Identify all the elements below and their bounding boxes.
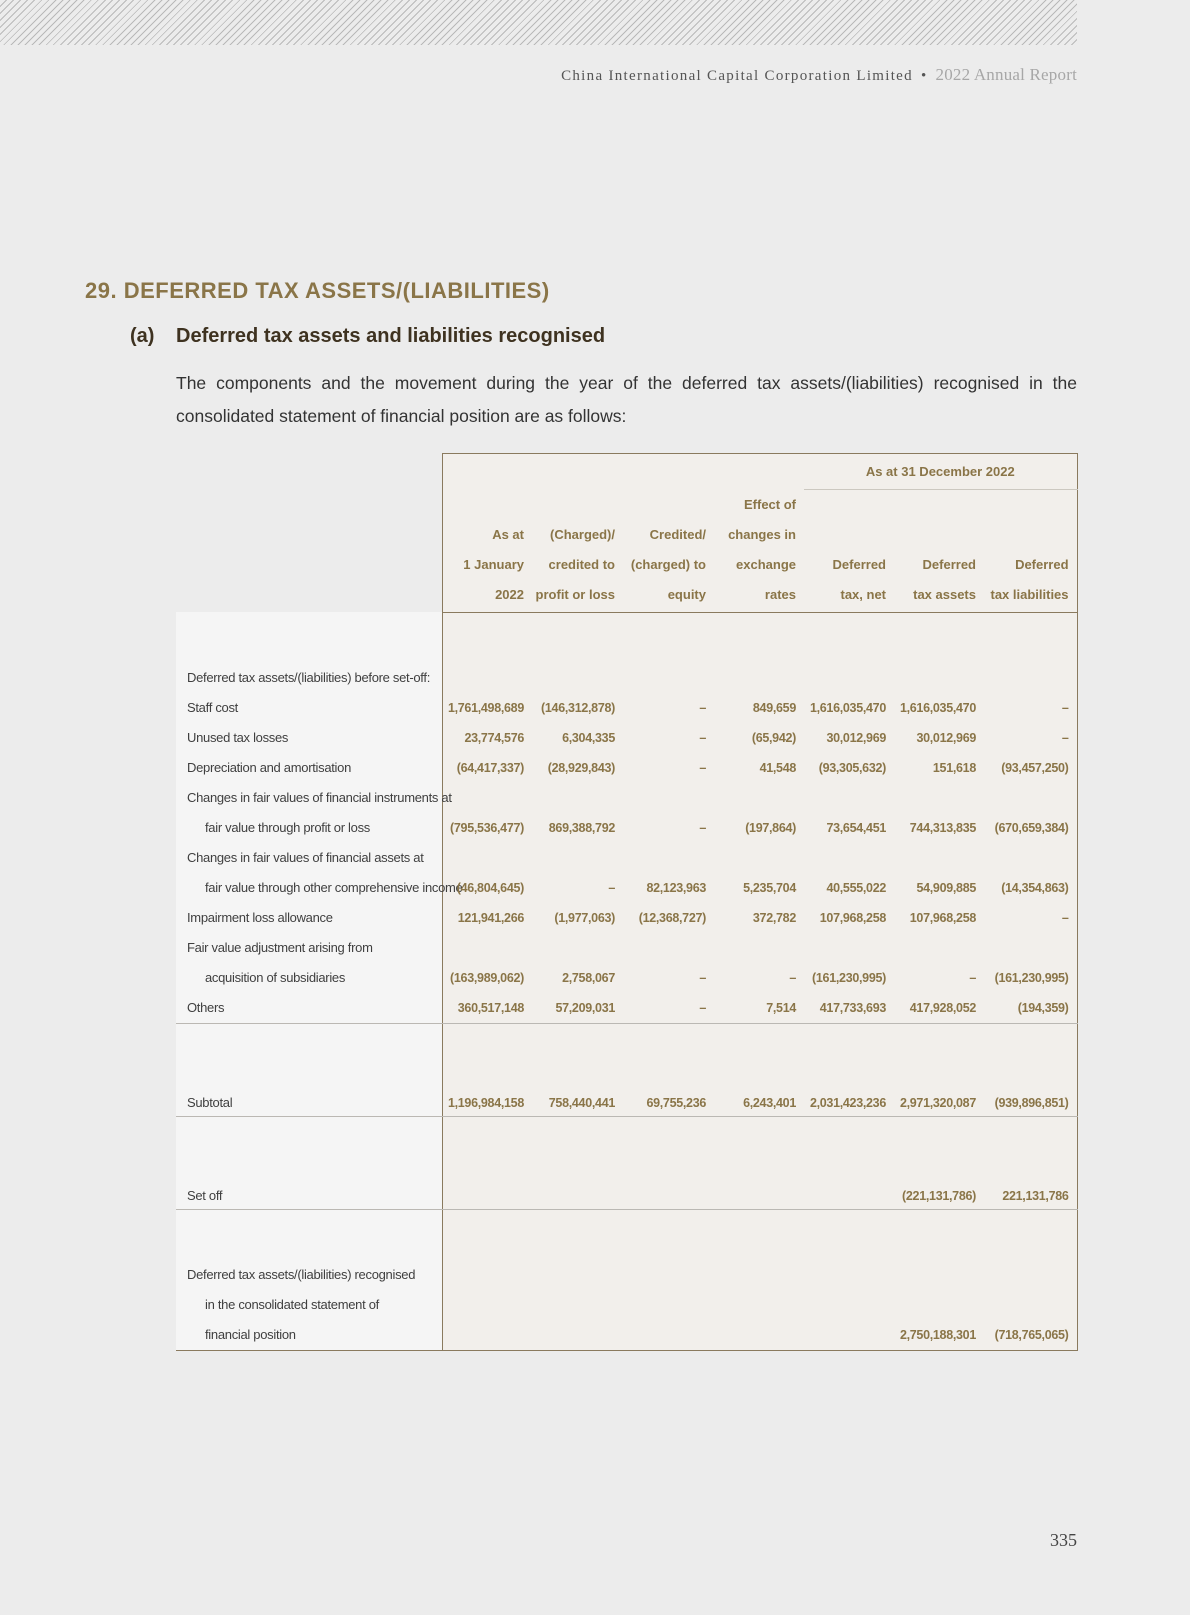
table-cell: 30,012,969 — [804, 723, 894, 753]
column-header: Credited/ (charged) to equity — [623, 490, 714, 613]
table-cell: 73,654,451 — [804, 813, 894, 843]
table-cell — [442, 1167, 532, 1210]
row-label: Unused tax losses — [176, 723, 442, 753]
table-cell: – — [714, 963, 804, 993]
table-cell: 6,243,401 — [714, 1074, 804, 1117]
table-row — [176, 723, 1077, 753]
table-cell: 2,971,320,087 — [894, 1074, 984, 1117]
table-row — [176, 813, 1077, 843]
table-cell: 6,304,335 — [532, 723, 623, 753]
table-cell: – — [623, 723, 714, 753]
table-cell: 30,012,969 — [894, 723, 984, 753]
table-cell: 360,517,148 — [442, 993, 532, 1024]
table-cell: 54,909,885 — [894, 873, 984, 903]
row-label: Depreciation and amortisation — [176, 753, 442, 783]
table-cell: 221,131,786 — [984, 1167, 1077, 1210]
section-heading — [85, 278, 550, 304]
table-cell: (197,864) — [714, 813, 804, 843]
column-header: Effect of changes in exchange rates — [714, 490, 804, 613]
table-cell: (14,354,863) — [984, 873, 1077, 903]
table-cell: 151,618 — [894, 753, 984, 783]
table-cell: (161,230,995) — [984, 963, 1077, 993]
recognised-label: financial position — [176, 1320, 442, 1351]
table-cell: 2,031,423,236 — [804, 1074, 894, 1117]
table-cell: 417,733,693 — [804, 993, 894, 1024]
section-title: DEFERRED TAX ASSETS/(LIABILITIES) — [123, 278, 550, 303]
intro-paragraph: The components and the movement during the year of the deferred tax assets/(liabilities) recognised in the consolidated statement of financial position are as follows: — [176, 373, 1077, 426]
table-row — [176, 753, 1077, 783]
table-cell: (93,305,632) — [804, 753, 894, 783]
table-cell: (65,942) — [714, 723, 804, 753]
running-header — [561, 65, 1077, 85]
table-cell: 107,968,258 — [804, 903, 894, 933]
setoff-row — [176, 1167, 1077, 1210]
table-cell — [623, 1320, 714, 1351]
row-label: Impairment loss allowance — [176, 903, 442, 933]
table-cell: 849,659 — [714, 693, 804, 723]
table-cell — [804, 1320, 894, 1351]
table-cell — [804, 1167, 894, 1210]
table-cell: (28,929,843) — [532, 753, 623, 783]
table-cell: (163,989,062) — [442, 963, 532, 993]
row-label: Staff cost — [176, 693, 442, 723]
table-cell: 7,514 — [714, 993, 804, 1024]
table-cell: – — [984, 693, 1077, 723]
company-name: China International Capital Corporation Limited — [561, 68, 913, 84]
table-cell: 41,548 — [714, 753, 804, 783]
table-cell: – — [984, 903, 1077, 933]
row-label: Changes in fair values of financial assets at — [176, 843, 442, 873]
header-blank-cell — [176, 454, 442, 613]
table-cell: 107,968,258 — [894, 903, 984, 933]
table-cell: 5,235,704 — [714, 873, 804, 903]
table-cell: 417,928,052 — [894, 993, 984, 1024]
table-cell: 372,782 — [714, 903, 804, 933]
table-cell: 57,209,031 — [532, 993, 623, 1024]
row-label: Others — [176, 993, 442, 1024]
table-cell: (221,131,786) — [894, 1167, 984, 1210]
section-label: Deferred tax assets/(liabilities) before set-off: — [176, 663, 442, 693]
table-row — [176, 963, 1077, 993]
column-header: Deferred tax liabilities — [984, 490, 1077, 613]
header-hatch-band — [0, 0, 1077, 45]
table-cell: 758,440,441 — [532, 1074, 623, 1117]
table-cell: – — [623, 963, 714, 993]
table-body — [176, 612, 1077, 1350]
table-cell — [532, 1320, 623, 1351]
table-cell: (146,312,878) — [532, 693, 623, 723]
table-cell: 1,761,498,689 — [442, 693, 532, 723]
table-row — [176, 993, 1077, 1024]
table-cell: (939,896,851) — [984, 1074, 1077, 1117]
table-cell: – — [623, 693, 714, 723]
table-row — [176, 843, 1077, 873]
recognised-row — [176, 1320, 1077, 1351]
row-label: Changes in fair values of financial instruments at — [176, 783, 442, 813]
section-number: 29. — [85, 278, 118, 303]
page-number: 335 — [1050, 1530, 1077, 1550]
table-cell — [714, 1167, 804, 1210]
table-cell — [532, 1167, 623, 1210]
table-row — [176, 693, 1077, 723]
table-cell: (46,804,645) — [442, 873, 532, 903]
subsection-heading — [130, 325, 605, 348]
table-cell — [623, 1167, 714, 1210]
table-cell: – — [984, 723, 1077, 753]
row-label: acquisition of subsidiaries — [176, 963, 442, 993]
table-cell: (161,230,995) — [804, 963, 894, 993]
table-row — [176, 873, 1077, 903]
table-cell: – — [623, 813, 714, 843]
subsection-label: (a) — [130, 325, 155, 347]
table-cell: (1,977,063) — [532, 903, 623, 933]
subtotal-label: Subtotal — [176, 1074, 442, 1117]
column-header: Deferred tax assets — [894, 490, 984, 613]
spacer-label — [176, 1209, 442, 1260]
table-cell: (93,457,250) — [984, 753, 1077, 783]
deferred-tax-table — [176, 453, 1078, 1351]
table-cell — [442, 1320, 532, 1351]
table-cell: 69,755,236 — [623, 1074, 714, 1117]
header-spacer — [442, 454, 532, 490]
table-cell: (12,368,727) — [623, 903, 714, 933]
subtotal-row — [176, 1074, 1077, 1117]
subsection-title: Deferred tax assets and liabilities recognised — [176, 325, 606, 347]
recognised-label: in the consolidated statement of — [176, 1290, 442, 1320]
column-header: As at 1 January 2022 — [442, 490, 532, 613]
table-cell: 744,313,835 — [894, 813, 984, 843]
column-header: (Charged)/ credited to profit or loss — [532, 490, 623, 613]
table-cell: 2,750,188,301 — [894, 1320, 984, 1351]
table-row — [176, 933, 1077, 963]
row-label: fair value through profit or loss — [176, 813, 442, 843]
row-label: fair value through other comprehensive income — [176, 873, 442, 903]
table-cell: (194,359) — [984, 993, 1077, 1024]
table-cell: 121,941,266 — [442, 903, 532, 933]
table-cell: 2,758,067 — [532, 963, 623, 993]
table-cell: 23,774,576 — [442, 723, 532, 753]
table-cell: 40,555,022 — [804, 873, 894, 903]
table-cell: 1,196,984,158 — [442, 1074, 532, 1117]
table-cell: (718,765,065) — [984, 1320, 1077, 1351]
recognised-label: Deferred tax assets/(liabilities) recognised — [176, 1260, 442, 1290]
report-title: 2022 Annual Report — [935, 65, 1077, 84]
spacer-label — [176, 612, 442, 663]
deferred-tax-table-container — [176, 453, 1077, 1351]
table-cell: – — [623, 753, 714, 783]
column-header: Deferred tax, net — [804, 490, 894, 613]
table-cell: – — [894, 963, 984, 993]
column-group-header: As at 31 December 2022 — [804, 454, 1077, 490]
table-row — [176, 903, 1077, 933]
table-row — [176, 783, 1077, 813]
table-cell: 869,388,792 — [532, 813, 623, 843]
setoff-label: Set off — [176, 1167, 442, 1210]
table-cell — [714, 1320, 804, 1351]
table-cell: – — [532, 873, 623, 903]
table-cell: (670,659,384) — [984, 813, 1077, 843]
table-cell: – — [623, 993, 714, 1024]
header-separator: • — [920, 68, 928, 84]
row-label: Fair value adjustment arising from — [176, 933, 442, 963]
table-cell: (795,536,477) — [442, 813, 532, 843]
spacer-label — [176, 1116, 442, 1167]
spacer-label — [176, 1023, 442, 1074]
table-cell: 82,123,963 — [623, 873, 714, 903]
table-cell: 1,616,035,470 — [804, 693, 894, 723]
table-cell: 1,616,035,470 — [894, 693, 984, 723]
table-cell: (64,417,337) — [442, 753, 532, 783]
